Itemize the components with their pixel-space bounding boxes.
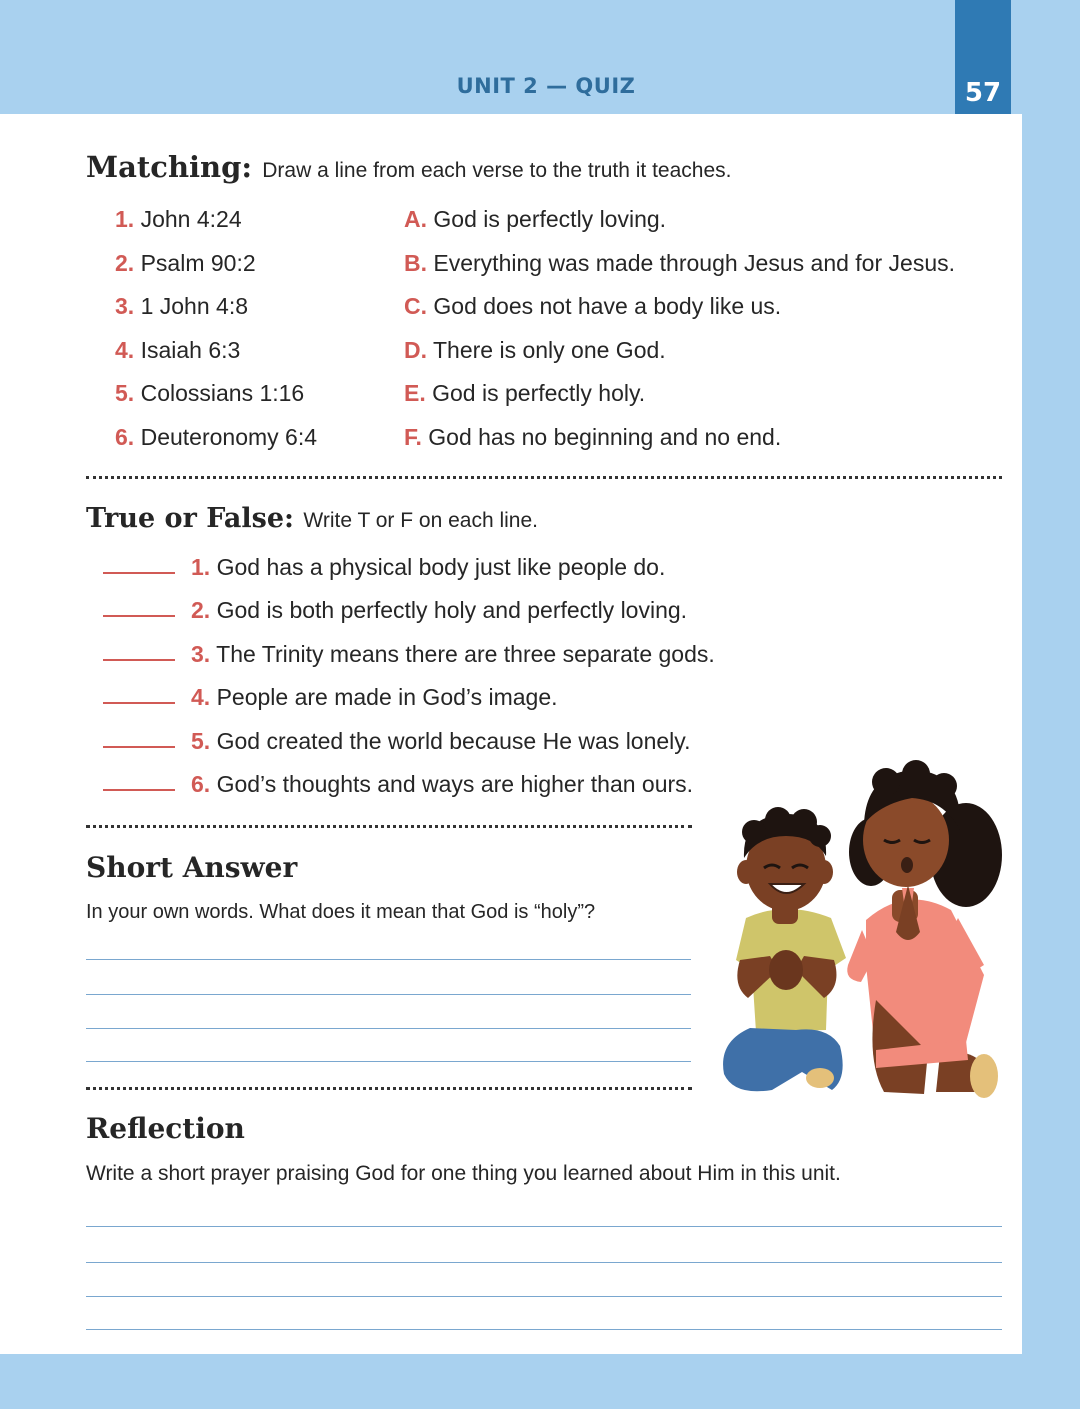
answer-line[interactable] <box>86 994 691 995</box>
reflection-prompt: Write a short prayer praising God for one thing you learned about Him in this unit. <box>86 1162 841 1185</box>
true-false-title: True or False: <box>86 503 294 534</box>
truth-item: F. God has no beginning and no end. <box>404 424 782 450</box>
answer-blank[interactable] <box>103 789 175 791</box>
answer-blank[interactable] <box>103 702 175 704</box>
true-false-instructions: Write T or F on each line. <box>303 509 538 532</box>
true-false-item: 5. God created the world because He was lonely. <box>191 728 691 754</box>
answer-line[interactable] <box>86 1028 691 1029</box>
truth-item: B. Everything was made through Jesus and for Jesus. <box>404 250 956 276</box>
girl-figure <box>847 760 1002 1098</box>
section-divider <box>86 825 692 828</box>
short-answer-title: Short Answer <box>86 851 298 884</box>
answer-blank[interactable] <box>103 572 175 574</box>
page-number: 57 <box>955 0 1011 129</box>
unit-title: UNIT 2 — QUIZ <box>456 74 636 98</box>
matching-heading <box>86 150 731 184</box>
true-false-item: 3. The Trinity means there are three separate gods. <box>191 641 715 667</box>
truth-item: C. God does not have a body like us. <box>404 293 782 319</box>
answer-blank[interactable] <box>103 746 175 748</box>
verse-item: 3. 1 John 4:8 <box>115 293 248 319</box>
truth-item: A. God is perfectly loving. <box>404 206 667 232</box>
verse-item: 6. Deuteronomy 6:4 <box>115 424 318 450</box>
verse-item: 4. Isaiah 6:3 <box>115 337 241 363</box>
short-answer-prompt: In your own words. What does it mean that God is “holy”? <box>86 901 596 923</box>
true-false-item: 4. People are made in God’s image. <box>191 684 558 710</box>
answer-blank[interactable] <box>103 615 175 617</box>
answer-line[interactable] <box>86 959 691 960</box>
true-false-item: 1. God has a physical body just like people do. <box>191 554 666 580</box>
reflection-title: Reflection <box>86 1112 245 1145</box>
answer-blank[interactable] <box>103 659 175 661</box>
true-false-item: 2. God is both perfectly holy and perfectly loving. <box>191 597 688 623</box>
answer-line[interactable] <box>86 1296 1002 1297</box>
truth-item: D. There is only one God. <box>404 337 666 363</box>
verse-item: 2. Psalm 90:2 <box>115 250 256 276</box>
boy-figure <box>723 807 846 1091</box>
answer-line[interactable] <box>86 1262 1002 1263</box>
answer-line[interactable] <box>86 1226 1002 1227</box>
answer-line[interactable] <box>86 1329 1002 1330</box>
answer-line[interactable] <box>86 1061 691 1062</box>
matching-instructions: Draw a line from each verse to the truth it teaches. <box>262 159 732 182</box>
verse-item: 1. John 4:24 <box>115 206 242 232</box>
true-false-item: 6. God’s thoughts and ways are higher than ours. <box>191 771 694 797</box>
verse-item: 5. Colossians 1:16 <box>115 380 305 406</box>
section-divider <box>86 476 1002 479</box>
section-divider <box>86 1087 692 1090</box>
two-children-praying-illustration <box>716 760 1016 1102</box>
truth-item: E. God is perfectly holy. <box>404 380 646 406</box>
matching-title: Matching: <box>86 150 253 184</box>
true-false-heading <box>86 503 538 534</box>
